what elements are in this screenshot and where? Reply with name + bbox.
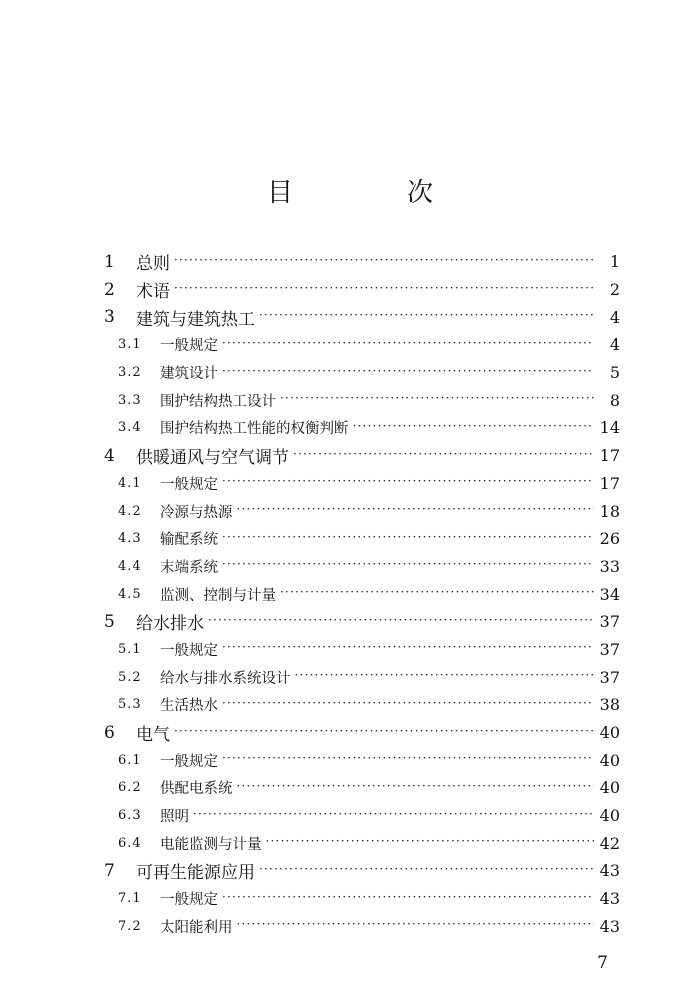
toc-entry-number: 2 (104, 279, 115, 300)
toc-entry-page: 43 (599, 861, 620, 881)
toc-entry-page: 42 (599, 833, 620, 853)
toc-section-entry[interactable] (100, 470, 620, 498)
toc-entry-page: 4 (609, 335, 620, 355)
toc-entry-number: 3 (104, 307, 115, 328)
toc-entry-title: 总则 (136, 254, 170, 275)
toc-entry-title: 建筑设计 (160, 366, 218, 383)
toc-entry-number: 7 (104, 860, 115, 881)
toc-entry-number: 6.1 (118, 752, 142, 768)
toc-dot-leader (259, 864, 594, 878)
toc-entry-number: 7.1 (118, 891, 142, 907)
toc-chapter-entry[interactable] (100, 719, 620, 747)
page-title: 目 次 (266, 178, 477, 208)
toc-chapter-entry[interactable] (100, 857, 620, 885)
toc-entry-title: 太阳能利用 (160, 919, 233, 936)
toc-entry-page: 18 (599, 501, 620, 521)
toc-section-entry[interactable] (100, 829, 620, 857)
toc-section-entry[interactable] (100, 913, 620, 941)
toc-entry-title: 照明 (160, 809, 189, 826)
toc-entry-number: 4.4 (118, 558, 142, 574)
toc-entry-number: 1 (104, 251, 115, 272)
toc-dot-leader (266, 836, 595, 850)
toc-chapter-entry[interactable] (100, 276, 620, 304)
toc-section-entry[interactable] (100, 691, 620, 719)
toc-entry-title: 电能监测与计量 (160, 836, 262, 853)
toc-entry-page: 8 (609, 390, 620, 410)
toc-dot-leader (222, 892, 594, 906)
toc-section-entry[interactable] (100, 636, 620, 664)
toc-entry-title: 供暖通风与空气调节 (136, 448, 289, 469)
toc-entry-page: 5 (609, 363, 620, 383)
toc-entry-number: 3.4 (118, 420, 142, 436)
toc-dot-leader (208, 615, 594, 629)
toc-entry-page: 37 (599, 612, 620, 632)
toc-entry-number: 6.2 (118, 780, 142, 796)
toc-entry-page: 38 (599, 695, 620, 715)
toc-section-entry[interactable] (100, 525, 620, 553)
toc-entry-number: 6.3 (118, 808, 142, 824)
toc-entry-number: 3.3 (118, 392, 142, 408)
toc-entry-title: 输配系统 (160, 532, 218, 549)
toc-entry-page: 17 (599, 446, 620, 466)
toc-entry-number: 4 (104, 445, 115, 466)
toc-entry-title: 生活热水 (160, 698, 218, 715)
toc-entry-number: 4.2 (118, 503, 142, 519)
toc-entry-page: 40 (599, 778, 620, 798)
toc-entry-number: 5 (104, 611, 115, 632)
toc-dot-leader (222, 642, 594, 656)
toc-entry-page: 40 (599, 723, 620, 743)
toc-entry-page: 43 (599, 889, 620, 909)
toc-section-entry[interactable] (100, 885, 620, 913)
toc-entry-number: 6.4 (118, 835, 142, 851)
toc-dot-leader (222, 698, 594, 712)
toc-entry-number: 4.1 (118, 475, 142, 491)
toc-entry-title: 监测、控制与计量 (160, 587, 276, 604)
toc-chapter-entry[interactable] (100, 248, 620, 276)
toc-entry-number: 5.2 (118, 669, 142, 685)
toc-entry-title: 给水排水 (136, 614, 204, 635)
toc-entry-page: 37 (599, 667, 620, 687)
toc-section-entry[interactable] (100, 359, 620, 387)
toc-entry-title: 一般规定 (160, 338, 218, 355)
toc-section-entry[interactable] (100, 663, 620, 691)
toc-entry-title: 一般规定 (160, 753, 218, 770)
toc-entry-page: 14 (599, 418, 620, 438)
toc-entry-page: 2 (609, 280, 620, 300)
toc-entry-title: 一般规定 (160, 892, 218, 909)
toc-entry-page: 4 (609, 307, 620, 327)
toc-chapter-entry[interactable] (100, 442, 620, 470)
toc-dot-leader (174, 283, 594, 297)
toc-section-entry[interactable] (100, 774, 620, 802)
toc-entry-page: 43 (599, 916, 620, 936)
toc-entry-title: 围护结构热工性能的权衡判断 (160, 421, 349, 438)
table-of-contents (100, 248, 620, 940)
toc-dot-leader (237, 504, 595, 518)
toc-entry-page: 34 (599, 584, 620, 604)
toc-entry-title: 围护结构热工设计 (160, 393, 276, 410)
toc-entry-number: 7.2 (118, 918, 142, 934)
toc-dot-leader (237, 919, 595, 933)
toc-entry-number: 5.3 (118, 697, 142, 713)
page-number: 7 (597, 953, 608, 973)
toc-chapter-entry[interactable] (100, 608, 620, 636)
toc-entry-number: 5.1 (118, 641, 142, 657)
toc-entry-title: 末端系统 (160, 559, 218, 576)
toc-dot-leader (280, 587, 594, 601)
toc-entry-number: 4.5 (118, 586, 142, 602)
toc-dot-leader (222, 366, 594, 380)
toc-section-entry[interactable] (100, 414, 620, 442)
toc-entry-title: 给水与排水系统设计 (160, 670, 291, 687)
toc-section-entry[interactable] (100, 580, 620, 608)
toc-entry-title: 一般规定 (160, 476, 218, 493)
toc-dot-leader (174, 255, 594, 269)
toc-dot-leader (174, 726, 594, 740)
toc-dot-leader (222, 559, 594, 573)
toc-dot-leader (259, 310, 594, 324)
toc-entry-page: 37 (599, 639, 620, 659)
toc-entry-page: 1 (609, 252, 620, 272)
toc-chapter-entry[interactable] (100, 303, 620, 331)
toc-dot-leader (222, 476, 594, 490)
toc-section-entry[interactable] (100, 746, 620, 774)
toc-entry-title: 可再生能源应用 (136, 863, 255, 884)
toc-dot-leader (222, 753, 594, 767)
toc-entry-number: 3.2 (118, 365, 142, 381)
toc-dot-leader (193, 809, 594, 823)
toc-entry-page: 33 (599, 556, 620, 576)
toc-entry-title: 建筑与建筑热工 (136, 309, 255, 330)
toc-entry-title: 术语 (136, 282, 170, 303)
toc-section-entry[interactable] (100, 386, 620, 414)
toc-entry-title: 冷源与热源 (160, 504, 233, 521)
toc-entry-page: 40 (599, 750, 620, 770)
toc-dot-leader (293, 449, 594, 463)
toc-dot-leader (237, 781, 595, 795)
toc-section-entry[interactable] (100, 331, 620, 359)
toc-entry-number: 6 (104, 722, 115, 743)
toc-entry-page: 26 (599, 529, 620, 549)
toc-entry-page: 40 (599, 806, 620, 826)
toc-dot-leader (295, 670, 595, 684)
toc-section-entry[interactable] (100, 802, 620, 830)
toc-entry-title: 电气 (136, 725, 170, 746)
toc-dot-leader (222, 338, 594, 352)
toc-dot-leader (353, 421, 595, 435)
toc-entry-title: 一般规定 (160, 642, 218, 659)
toc-dot-leader (280, 393, 594, 407)
toc-dot-leader (222, 532, 594, 546)
toc-section-entry[interactable] (100, 553, 620, 581)
toc-entry-number: 4.3 (118, 531, 142, 547)
toc-entry-title: 供配电系统 (160, 781, 233, 798)
toc-entry-number: 3.1 (118, 337, 142, 353)
toc-entry-page: 17 (599, 473, 620, 493)
toc-section-entry[interactable] (100, 497, 620, 525)
